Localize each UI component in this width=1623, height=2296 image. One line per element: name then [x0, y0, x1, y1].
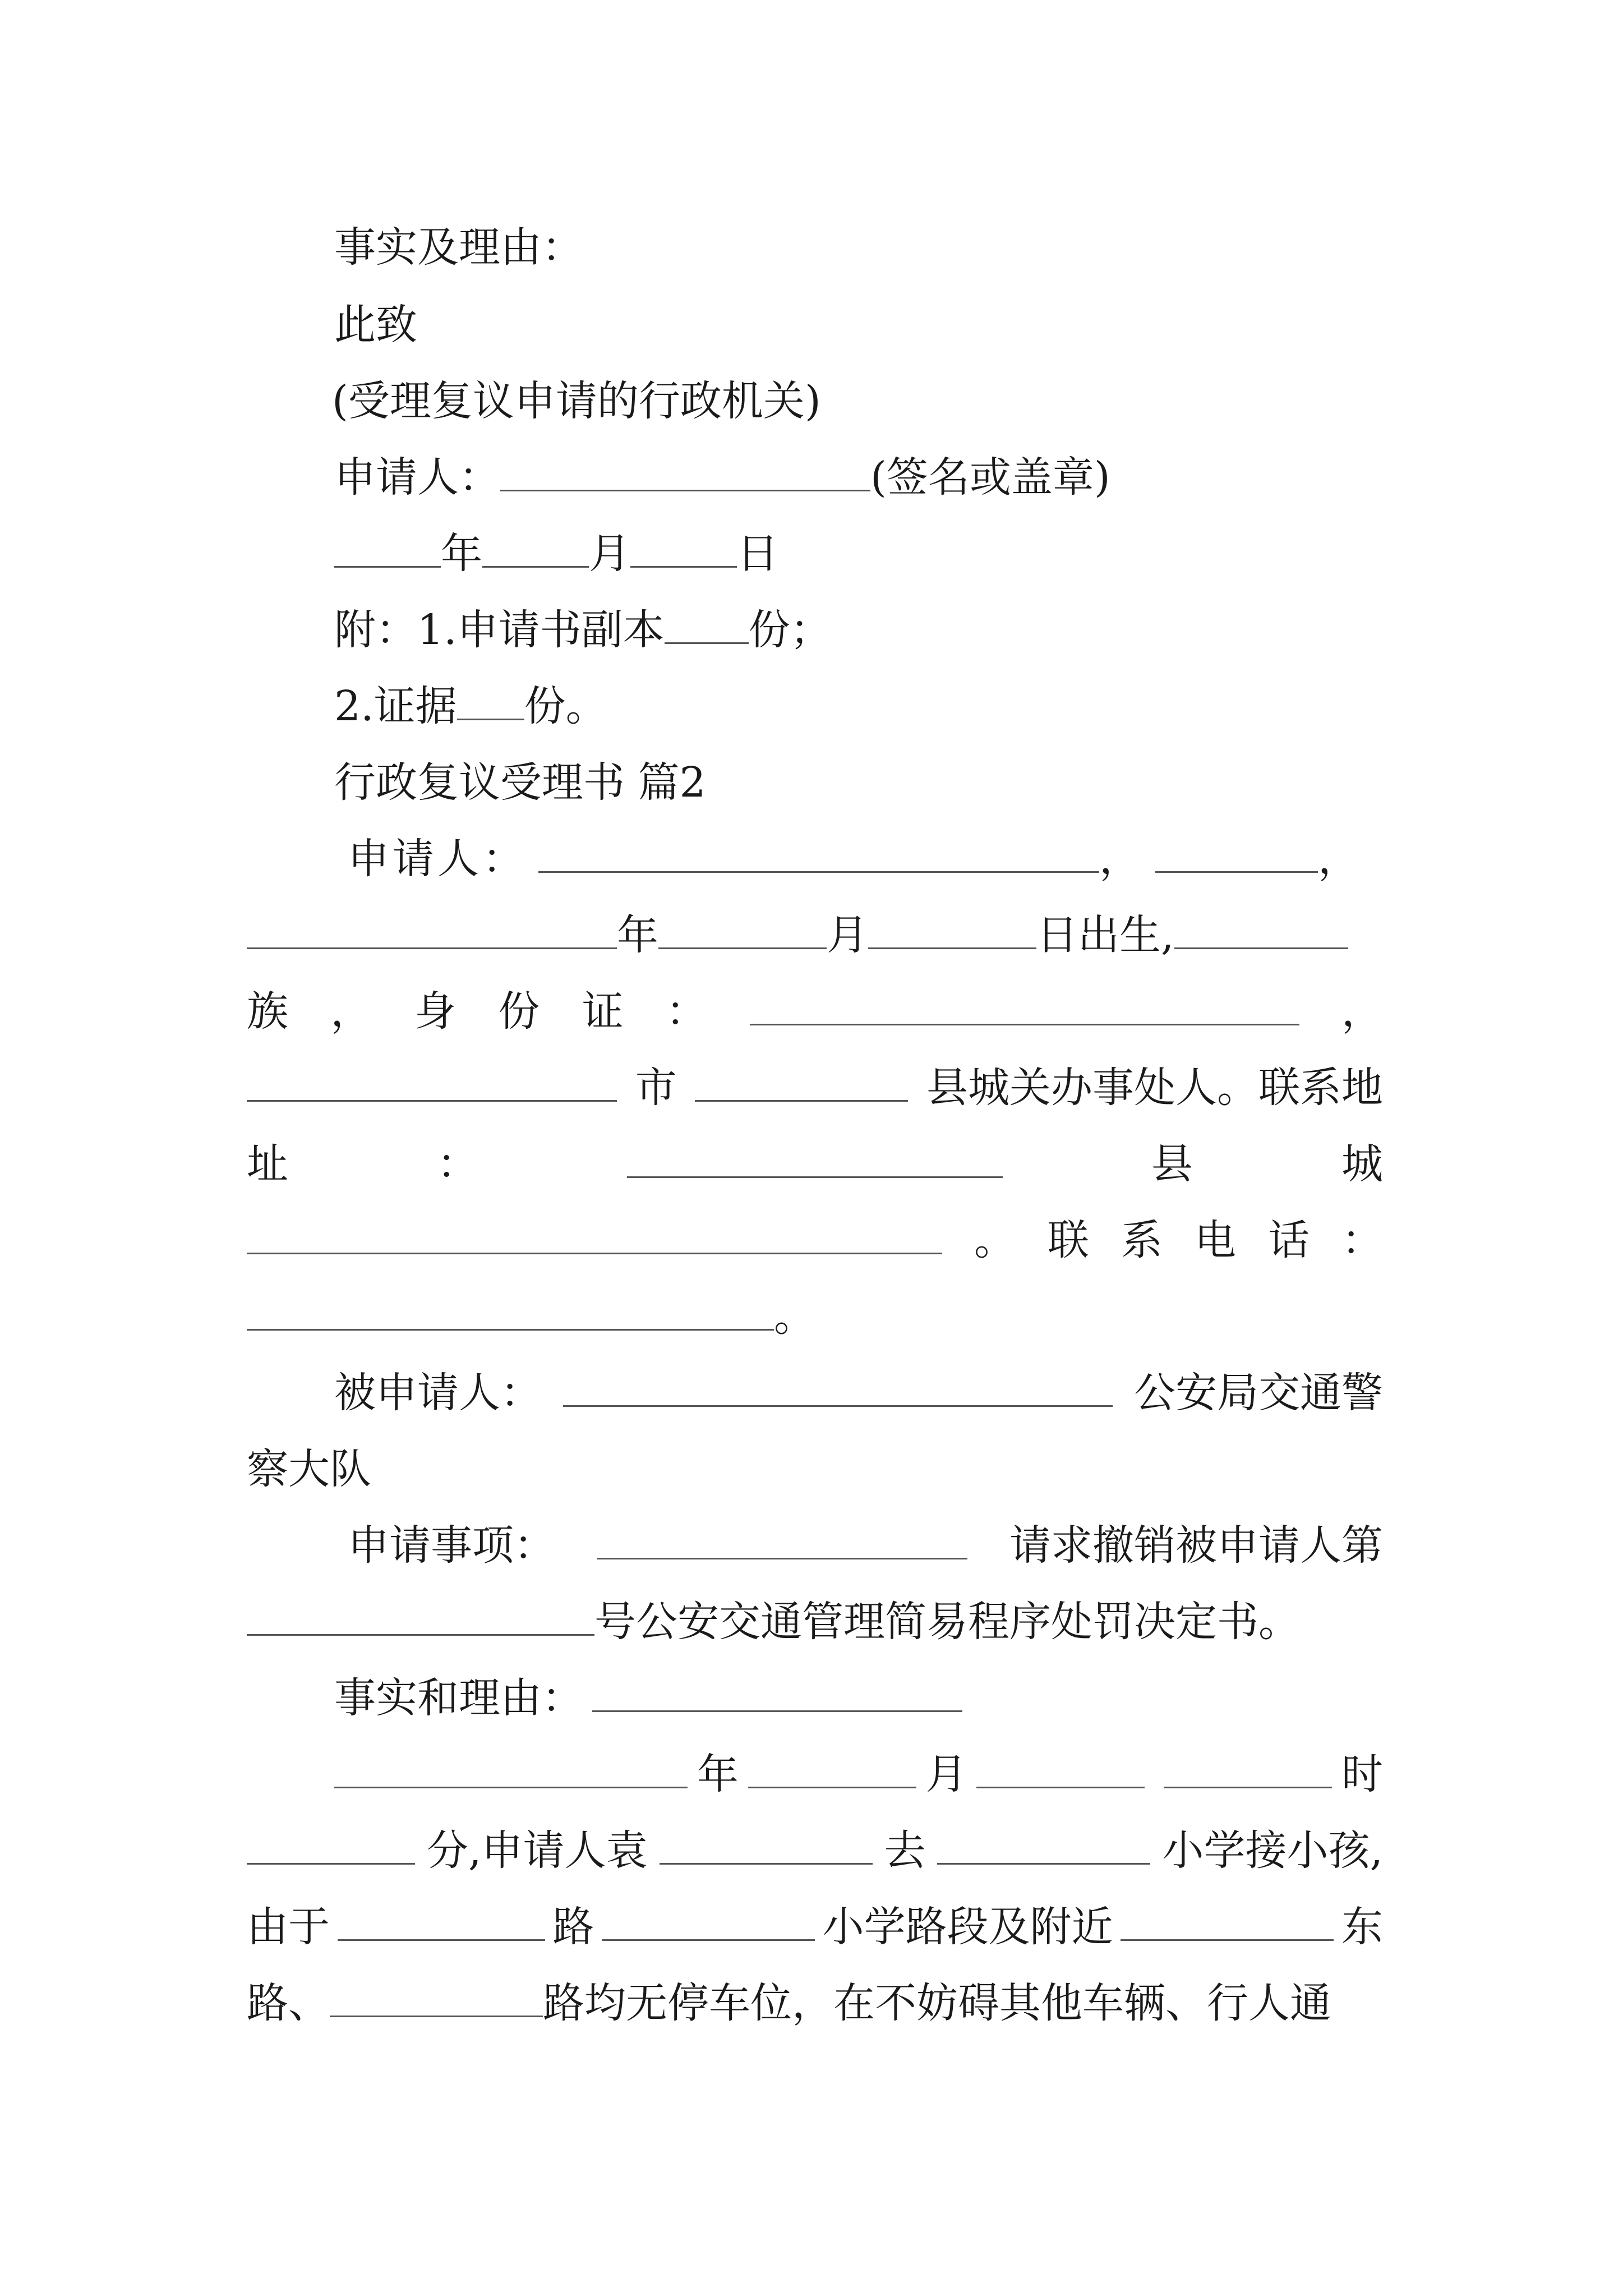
address-char: ： [437, 1140, 478, 1188]
phone-label-char: 。 [974, 1216, 1016, 1264]
period: 。 [774, 1292, 815, 1341]
request-text: 请求撤销被申请人第 [1009, 1521, 1383, 1570]
county-line-text: 县城关办事处人。联系地 [926, 1064, 1383, 1112]
respondent-line [334, 1362, 1383, 1424]
id-number-blank[interactable] [750, 1022, 1299, 1025]
section-heading-line [334, 752, 706, 813]
road-line [247, 1896, 1383, 1958]
road-comma-label: 路、 [247, 1979, 330, 2027]
id-label-char: 证 [582, 987, 624, 1036]
due-to-label: 由于 [247, 1903, 330, 1951]
east-road-blank[interactable] [1121, 1937, 1334, 1941]
sign-note: (签名或盖章) [870, 453, 1110, 501]
incident-hour-blank[interactable] [1164, 1784, 1332, 1788]
phone-label-char: 电 [1195, 1216, 1236, 1264]
address-blank[interactable] [627, 1174, 1003, 1178]
road-label: 路 [552, 1903, 594, 1951]
ethnic-label: 族 [247, 987, 288, 1036]
address-line [247, 1133, 1383, 1195]
incident-day-blank[interactable] [976, 1784, 1145, 1788]
comma-2: ， [1318, 835, 1363, 883]
respondent-continued: 察大队 [247, 1445, 371, 1493]
recipient: (受理复议申请的行政机关) [332, 377, 821, 425]
salutation-line [334, 294, 417, 356]
month-blank[interactable] [482, 564, 589, 568]
date-line [334, 523, 778, 585]
evidence-count-blank[interactable] [457, 716, 524, 720]
id-label-char: 份 [498, 987, 540, 1036]
respondent-line-2 [247, 1438, 371, 1500]
id-label-char: ， [330, 987, 372, 1036]
request-continued: 号公安交通管理简易程序处罚决定书。 [594, 1598, 1300, 1646]
facts-label-2: 事实和理由： [334, 1674, 583, 1722]
comma-3: ， [1341, 987, 1383, 1036]
hometown-line [247, 1057, 1383, 1119]
school-section-text: 小学路段及附近 [822, 1903, 1113, 1951]
applicant-given-name-blank[interactable] [660, 1861, 873, 1865]
incident-year-blank[interactable] [334, 1784, 688, 1788]
request-line-2 [247, 1591, 1300, 1653]
salutation: 此致 [334, 301, 417, 349]
address-char: 县 [1151, 1140, 1193, 1188]
east-label: 东 [1341, 1903, 1383, 1951]
city-label: 市 [635, 1064, 677, 1112]
applicant-label-2: 申请人： [348, 835, 527, 883]
incident-month-blank[interactable] [748, 1784, 916, 1788]
school-road-blank[interactable] [602, 1937, 815, 1941]
birth-year-blank[interactable] [247, 945, 617, 949]
parking-line [247, 1972, 1331, 2034]
other-road-blank[interactable] [330, 2013, 543, 2017]
birth-month-label: 月 [827, 911, 868, 959]
applicant-line [348, 828, 1363, 890]
incident-minute-blank[interactable] [247, 1861, 415, 1865]
applicant-name-blank[interactable] [500, 487, 870, 491]
city-blank[interactable] [695, 1098, 908, 1102]
incident-date-line [334, 1743, 1383, 1805]
attachment-1-suffix: 份； [748, 606, 832, 654]
applicant-label: 申请人： [334, 453, 500, 501]
gender-blank[interactable] [1155, 869, 1318, 873]
attachment-2-line [334, 675, 607, 737]
request-label: 申请事项： [348, 1521, 555, 1570]
phone-blank[interactable] [247, 1327, 774, 1331]
phone-line [247, 1209, 1383, 1271]
request-blank[interactable] [597, 1556, 967, 1559]
applicant-sign-line [334, 447, 1110, 508]
birth-month-blank[interactable] [658, 945, 827, 949]
incident-hour-label: 时 [1341, 1750, 1383, 1798]
address-char: 址 [247, 1140, 288, 1188]
incident-month-label: 月 [925, 1750, 967, 1798]
month-label: 月 [589, 530, 630, 578]
phone-number-line [247, 1286, 815, 1347]
year-blank[interactable] [334, 564, 441, 568]
address-char: 城 [1341, 1140, 1383, 1188]
school-name-blank[interactable] [937, 1861, 1150, 1865]
decision-number-blank[interactable] [247, 1632, 594, 1636]
facts-line [334, 1667, 962, 1729]
incident-detail-line [247, 1820, 1383, 1881]
born-label: 日出生, [1036, 911, 1174, 959]
attachment-2-prefix: 2.证据 [334, 682, 457, 730]
attachment-1-line [334, 599, 832, 661]
id-label-char: 身 [414, 987, 456, 1036]
incident-year-label: 年 [697, 1750, 739, 1798]
go-label: 去 [884, 1826, 926, 1875]
facts-label-line [334, 217, 583, 278]
facts-reason-label: 事实及理由： [334, 223, 583, 272]
phone-label-char: ： [1341, 1216, 1383, 1264]
comma-1: ， [1099, 835, 1144, 883]
phone-label-char: 话 [1268, 1216, 1310, 1264]
address-detail-blank[interactable] [247, 1250, 942, 1254]
phone-label-char: 联 [1048, 1216, 1089, 1264]
day-label: 日 [737, 530, 778, 578]
minute-text: 分,申请人袁 [426, 1826, 648, 1875]
phone-label-char: 系 [1121, 1216, 1163, 1264]
day-blank[interactable] [630, 564, 737, 568]
pickup-text: 小学接小孩, [1162, 1826, 1383, 1875]
applicant-name-blank-2[interactable] [538, 869, 1099, 873]
road-name-blank[interactable] [338, 1937, 545, 1941]
birth-line [247, 904, 1348, 966]
copies-blank[interactable] [665, 640, 749, 644]
id-line [247, 981, 1383, 1042]
province-blank[interactable] [247, 1098, 617, 1102]
respondent-label: 被申请人： [334, 1369, 542, 1417]
respondent-blank[interactable] [563, 1403, 1113, 1407]
year-label: 年 [441, 530, 482, 578]
attachment-1-prefix: 附：1.申请书副本 [334, 606, 665, 654]
ethnicity-blank[interactable] [1174, 945, 1348, 949]
section-heading: 行政复议受理书 篇2 [334, 758, 706, 807]
parking-text: 路均无停车位，在不妨碍其他车辆、行人通 [543, 1979, 1331, 2027]
respondent-suffix: 公安局交通警 [1134, 1369, 1383, 1417]
birth-day-blank[interactable] [868, 945, 1036, 949]
attachment-2-suffix: 份。 [524, 682, 607, 730]
birth-year-label: 年 [617, 911, 658, 959]
facts-blank[interactable] [592, 1708, 962, 1712]
recipient-line [332, 370, 821, 432]
id-label-char: ： [666, 987, 708, 1036]
request-line [348, 1515, 1383, 1576]
